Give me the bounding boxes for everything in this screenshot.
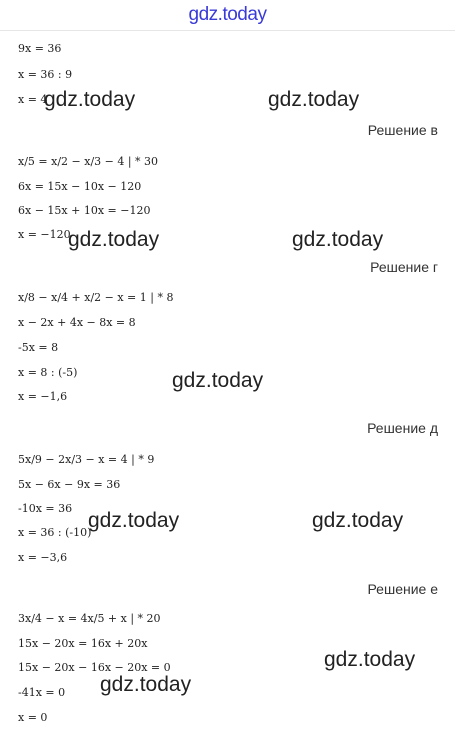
- site-logo[interactable]: gdz.today: [188, 4, 267, 25]
- equation-line: -5x = 8: [18, 341, 59, 354]
- site-header: [0, 0, 455, 31]
- equation-line: -41x = 0: [18, 686, 66, 699]
- watermark: gdz.today: [312, 509, 404, 532]
- watermark: gdz.today: [88, 509, 180, 532]
- equation-line: x − 2x + 4x − 8x = 8: [18, 316, 136, 329]
- equation-line: 5x − 6x − 9x = 36: [18, 478, 121, 491]
- equation-line: x/8 − x/4 + x/2 − x = 1 | * 8: [18, 291, 174, 304]
- watermark: gdz.today: [268, 88, 360, 111]
- equation-line: 6x = 15x − 10x − 120: [18, 180, 142, 193]
- watermark: gdz.today: [44, 88, 136, 111]
- equation-line: x = −1,6: [18, 390, 68, 403]
- equation-line: x = 8 : (-5): [18, 366, 78, 379]
- equation-line: 5x/9 − 2x/3 − x = 4 | * 9: [18, 453, 155, 466]
- equation-line: x = 36 : 9: [18, 68, 73, 81]
- equation-line: x/5 = x/2 − x/3 − 4 | * 30: [18, 155, 159, 168]
- watermark: gdz.today: [68, 228, 160, 251]
- equation-line: x = −120: [18, 228, 71, 241]
- watermark: gdz.today: [324, 648, 416, 671]
- solution-heading: Решение д: [367, 420, 438, 436]
- equation-line: 15x − 20x − 16x − 20x = 0: [18, 661, 171, 674]
- watermark: gdz.today: [100, 673, 192, 696]
- equation-line: x = 36 : (-10): [18, 526, 92, 539]
- solution-heading: Решение в: [367, 122, 438, 138]
- solution-heading: Решение г: [370, 259, 438, 275]
- equation-line: -10x = 36: [18, 502, 73, 515]
- equation-line: 6x − 15x + 10x = −120: [18, 204, 151, 217]
- equation-line: 3x/4 − x = 4x/5 + x | * 20: [18, 612, 161, 625]
- watermark: gdz.today: [172, 369, 264, 392]
- watermark: gdz.today: [292, 228, 384, 251]
- equation-line: x = 0: [18, 711, 48, 724]
- equation-line: x = −3,6: [18, 551, 68, 564]
- equation-line: 15x − 20x = 16x + 20x: [18, 637, 148, 650]
- equation-line: x = 4: [18, 93, 48, 106]
- equation-line: 9x = 36: [18, 42, 62, 55]
- solution-heading: Решение е: [367, 581, 438, 597]
